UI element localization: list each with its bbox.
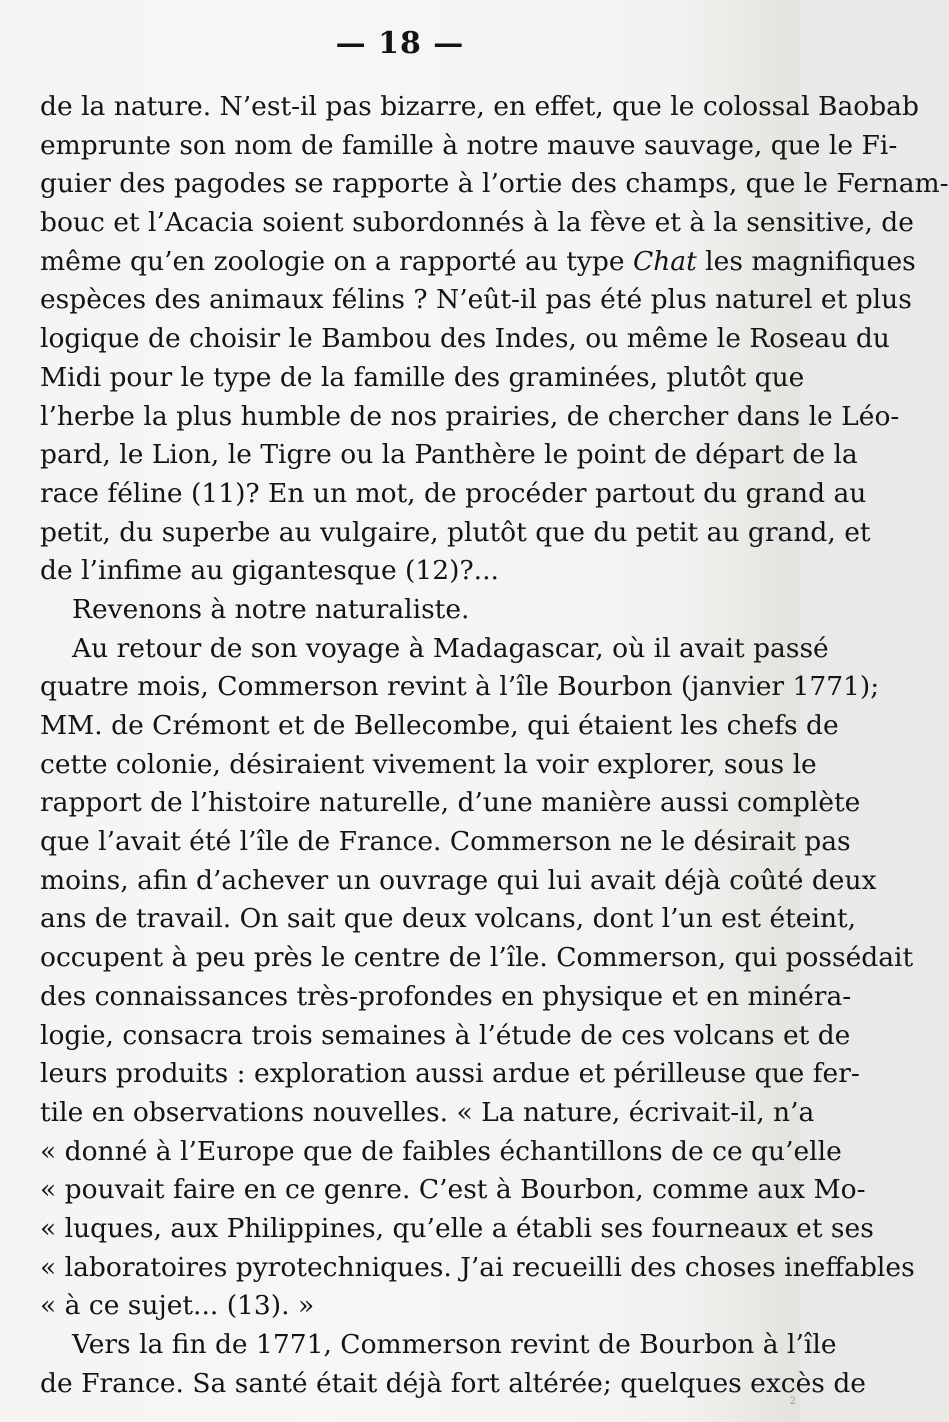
page-edge-mark: 2 [789, 1396, 796, 1407]
text-line: Midi pour le type de la famille des graminées, plutôt que [40, 361, 805, 393]
text-line: guier des pagodes se rapporte à l’ortie des champs, que le Fernam- [40, 168, 949, 200]
text-line: de France. Sa santé était déjà fort altérée; quelques excès de [40, 1367, 866, 1399]
text-line: emprunte son nom de famille à notre mauve sauvage, que le Fi- [40, 129, 898, 161]
text-line: Revenons à notre naturaliste. [72, 593, 470, 625]
text-line: Au retour de son voyage à Madagascar, où il avait passé [72, 632, 829, 664]
text-line: petit, du superbe au vulgaire, plutôt que du petit au grand, et [40, 516, 871, 548]
text-line: l’herbe la plus humble de nos prairies, de chercher dans le Léo- [40, 400, 900, 432]
text-line: espèces des animaux félins ? N’eût-il pas été plus naturel et plus [40, 284, 912, 316]
text-line: pard, le Lion, le Tigre ou la Panthère le point de départ de la [40, 439, 858, 471]
text-segment: même qu’en zoologie on a rapporté au type [40, 245, 633, 277]
text-line: bouc et l’Acacia soient subordonnés à la fève et à la sensitive, de [40, 207, 914, 239]
text-line: occupent à peu près le centre de l’île. Commerson, qui possédait [40, 942, 914, 974]
page-number: — 18 — [335, 26, 465, 61]
text-line: « laboratoires pyrotechniques. J’ai recueilli des choses ineffables [40, 1251, 915, 1283]
text-line: Vers la fin de 1771, Commerson revint de Bourbon à l’île [72, 1329, 837, 1360]
text-line: logique de choisir le Bambou des Indes, ou même le Roseau du [40, 323, 890, 355]
text-line: leurs produits : exploration aussi ardue et périlleuse que fer- [40, 1058, 860, 1090]
text-line: rapport de l’histoire naturelle, d’une manière aussi complète [40, 787, 861, 819]
text-line: « luques, aux Philippines, qu’elle a établi ses fourneaux et ses [40, 1212, 874, 1244]
text-line: des connaissances très-profondes en physique et en minéra- [40, 980, 852, 1012]
text-line: de l’infime au gigantesque (12)?... [40, 555, 499, 587]
text-line: que l’avait été l’île de France. Commerson ne le désirait pas [40, 826, 851, 858]
text-line: cette colonie, désiraient vivement la voir explorer, sous le [40, 748, 817, 780]
text-line: race féline (11)? En un mot, de procéder partout du grand au [40, 477, 867, 509]
text-line: quatre mois, Commerson revint à l’île Bourbon (janvier 1771); [40, 671, 880, 703]
text-line: logie, consacra trois semaines à l’étude de ces volcans et de [40, 1019, 851, 1051]
text-line: de la nature. N’est-il pas bizarre, en effet, que le colossal Baobab [40, 91, 919, 122]
text-line [40, 243, 916, 282]
text-line: « donné à l’Europe que de faibles échantillons de ce qu’elle [40, 1135, 842, 1167]
text-line: « pouvait faire en ce genre. C’est à Bourbon, comme aux Mo- [40, 1174, 866, 1206]
text-line: ans de travail. On sait que deux volcans, dont l’un est éteint, [40, 903, 857, 935]
italic-term: Chat [632, 245, 697, 277]
body-text [40, 88, 949, 1403]
text-line: tile en observations nouvelles. « La nature, écrivait-il, n’a [40, 1096, 815, 1128]
text-line: MM. de Crémont et de Bellecombe, qui étaient les chefs de [40, 710, 839, 741]
text-line: « à ce sujet... (13). » [40, 1290, 315, 1322]
text-segment: les magnifiques [696, 245, 916, 277]
text-line: moins, afin d’achever un ouvrage qui lui avait déjà coûté deux [40, 864, 877, 896]
